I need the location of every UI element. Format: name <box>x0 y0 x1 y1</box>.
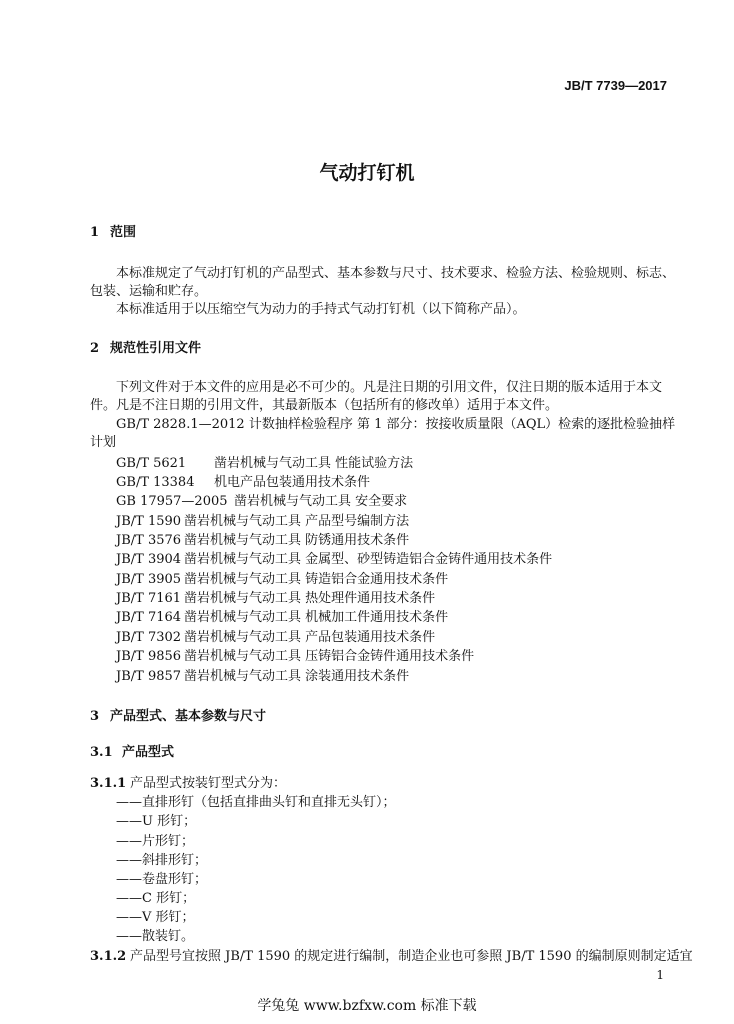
reference-code: JB/T 9857 <box>116 669 182 684</box>
clause-3-1-2 <box>90 945 693 964</box>
reference-entry <box>116 626 435 645</box>
clause-number: 3.1.1 <box>90 776 127 791</box>
paragraph: 本标准规定了气动打钉机的产品型式、基本参数与尺寸、技术要求、检验方法、检验规则、标志、 <box>116 266 676 281</box>
subsection-3-1-heading <box>90 741 174 760</box>
reference-entry <box>116 665 409 684</box>
reference-code: JB/T 7161 <box>116 591 182 606</box>
reference-title: 凿岩机械与气动工具 压铸铝合金铸件通用技术条件 <box>184 649 475 664</box>
reference-entry <box>116 452 413 471</box>
reference-entry <box>116 490 407 509</box>
reference-entry <box>116 645 474 664</box>
reference-code: GB/T 13384 <box>116 475 195 490</box>
page-number: 1 <box>656 968 664 982</box>
reference-entry <box>116 529 409 548</box>
paragraph: 件。凡是不注日期的引用文件，其最新版本（包括所有的修改单）适用于本文件。 <box>90 398 559 413</box>
reference-code: JB/T 1590 <box>116 514 182 529</box>
reference-title: 凿岩机械与气动工具 涂装通用技术条件 <box>184 669 410 684</box>
paragraph: 包装、运输和贮存。 <box>90 284 208 299</box>
reference-entry <box>116 568 448 587</box>
section-number: 2 <box>90 341 100 356</box>
reference-entry <box>116 587 435 606</box>
paragraph: 下列文件对于本文件的应用是必不可少的。凡是注日期的引用文件，仅注日期的版本适用于本文 <box>116 380 663 395</box>
reference-entry <box>116 510 409 529</box>
section-title: 产品型式 <box>122 745 175 760</box>
clause-text: 产品型式按装钉型式分为： <box>130 776 287 791</box>
reference-code: JB/T 3905 <box>116 572 182 587</box>
reference-code: JB/T 9856 <box>116 649 182 664</box>
list-item: ——V 形钉； <box>116 910 195 925</box>
reference-title: 凿岩机械与气动工具 性能试验方法 <box>214 456 414 471</box>
section-title: 范围 <box>110 225 137 240</box>
section-number: 1 <box>90 225 100 240</box>
list-item: ——C 形钉； <box>116 891 196 906</box>
section-number: 3.1 <box>90 745 113 760</box>
reference-entry <box>116 471 370 490</box>
reference-title: 凿岩机械与气动工具 热处理件通用技术条件 <box>184 591 436 606</box>
reference-entry <box>116 548 552 567</box>
reference-entry <box>116 606 448 625</box>
list-item: ——斜排形钉； <box>116 853 208 868</box>
reference-code: JB/T 3904 <box>116 552 182 567</box>
clause-text: 产品型号宜按照 JB/T 1590 的规定进行编制，制造企业也可参照 JB/T 1590 的编制原则制定适宜 <box>130 949 693 964</box>
reference-title: 机电产品包装通用技术条件 <box>214 475 371 490</box>
standard-number: JB/T 7739—2017 <box>564 78 667 93</box>
reference-code: JB/T 3576 <box>116 533 182 548</box>
section-title: 产品型式、基本参数与尺寸 <box>110 709 267 724</box>
section-3-heading <box>90 705 266 724</box>
list-item: ——散装钉。 <box>116 929 195 944</box>
reference-title: 凿岩机械与气动工具 安全要求 <box>234 494 408 509</box>
reference-code: GB 17957—2005 <box>116 494 228 509</box>
reference-code: JB/T 7164 <box>116 610 182 625</box>
list-item: ——片形钉； <box>116 834 195 849</box>
list-item: ——直排形钉（包括直排曲头钉和直排无头钉）； <box>116 795 396 810</box>
section-title: 规范性引用文件 <box>110 341 202 356</box>
reference-title: 凿岩机械与气动工具 防锈通用技术条件 <box>184 533 410 548</box>
reference-code: JB/T 7302 <box>116 630 182 645</box>
section-2-heading <box>90 337 201 356</box>
clause-number: 3.1.2 <box>90 949 127 964</box>
reference-title: 凿岩机械与气动工具 金属型、砂型铸造铝合金铸件通用技术条件 <box>184 552 553 567</box>
section-1-heading <box>90 221 136 240</box>
list-item: ——U 形钉； <box>116 814 197 829</box>
reference-title: 凿岩机械与气动工具 产品包装通用技术条件 <box>184 630 436 645</box>
reference-title: 凿岩机械与气动工具 铸造铝合金通用技术条件 <box>184 572 449 587</box>
reference-title: 凿岩机械与气动工具 产品型号编制方法 <box>184 514 410 529</box>
list-item: ——卷盘形钉； <box>116 872 208 887</box>
document-title: 气动打钉机 <box>319 162 415 184</box>
clause-3-1-1 <box>90 772 286 791</box>
paragraph: 本标准适用于以压缩空气为动力的手持式气动打钉机（以下简称产品）。 <box>116 302 526 317</box>
section-number: 3 <box>90 709 100 724</box>
reference-entry: GB/T 2828.1—2012 计数抽样检验程序 第 1 部分：按接收质量限（AQL）检索的逐批检验抽样 <box>116 417 676 432</box>
reference-entry-cont: 计划 <box>90 435 117 450</box>
footer-watermark[interactable]: 学兔兔 www.bzfxw.com 标准下载 <box>257 998 477 1014</box>
reference-title: 凿岩机械与气动工具 机械加工件通用技术条件 <box>184 610 449 625</box>
reference-code: GB/T 5621 <box>116 456 187 471</box>
